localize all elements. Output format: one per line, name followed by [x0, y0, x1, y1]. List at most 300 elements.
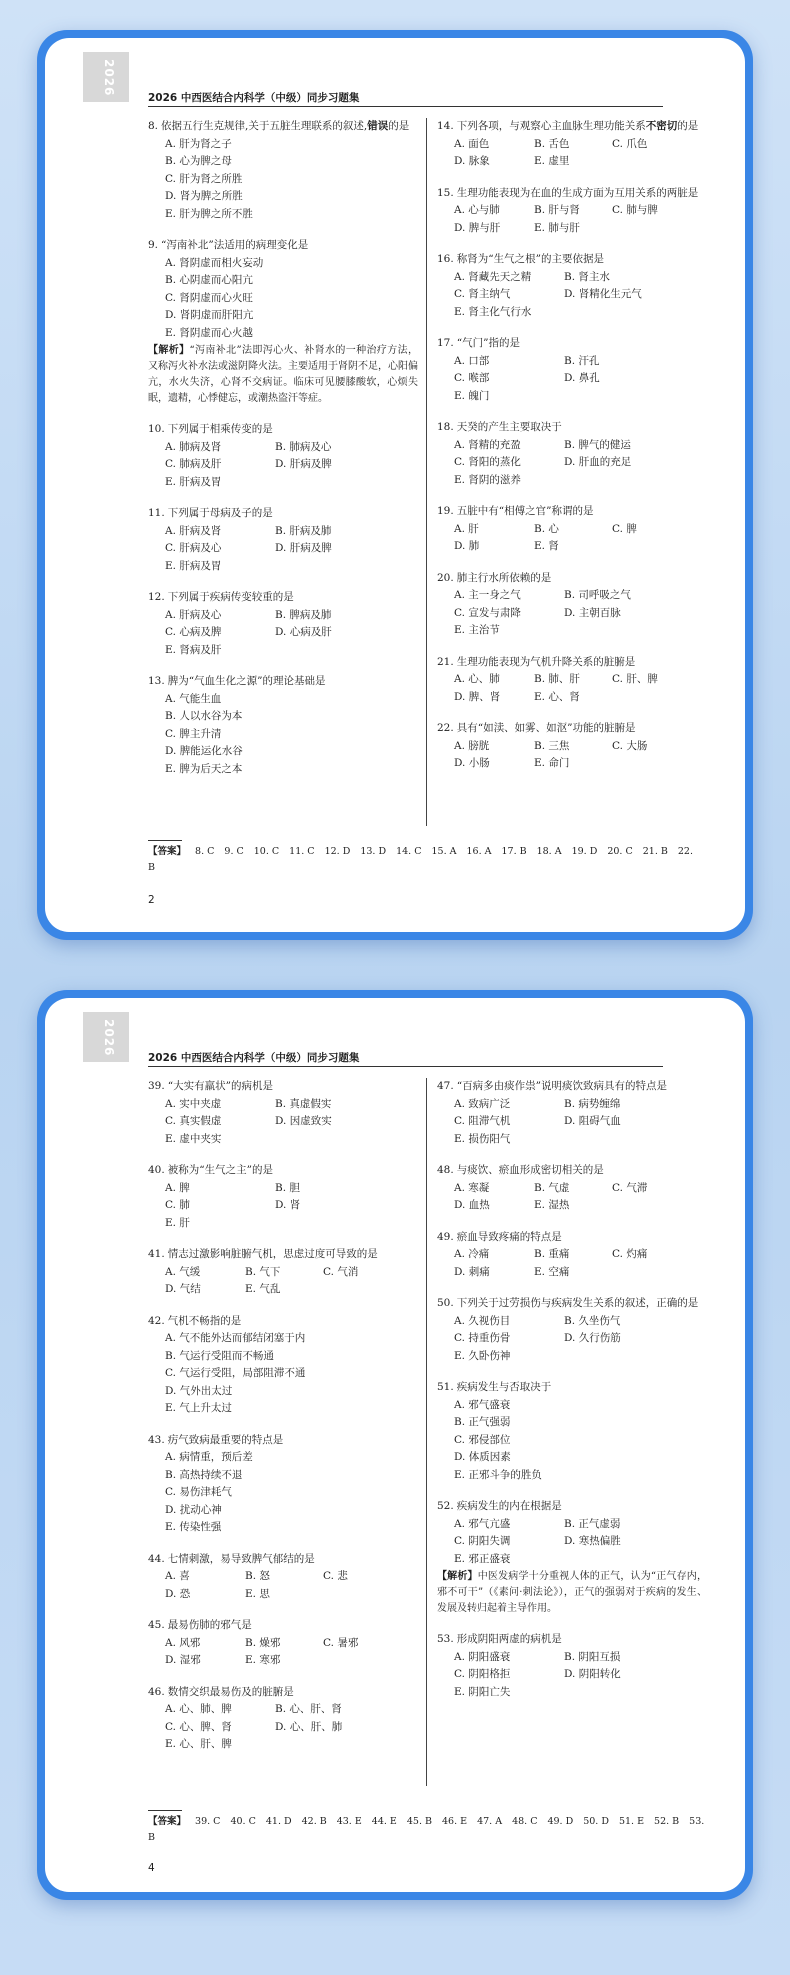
option-item: A. 气不能外达而郁结闭塞于内 [165, 1332, 306, 1344]
answer-item: 52. B [654, 1816, 680, 1827]
option-item: D. 脾能运化水谷 [165, 745, 243, 757]
question-text [437, 570, 707, 588]
option-item: B. 气虚 [534, 1181, 570, 1194]
question-item [437, 1229, 707, 1282]
option-item: C. 悲 [323, 1570, 348, 1582]
column-divider [426, 1078, 427, 1786]
option-item: B. 正气强弱 [454, 1416, 511, 1428]
option-item: B. 肝病及肺 [275, 524, 332, 537]
option-list [437, 1180, 707, 1215]
answer-item: 40. C [230, 1816, 256, 1827]
question-item [437, 419, 707, 489]
question-number: 51. [437, 1381, 454, 1393]
option-item: E. 肾 [534, 540, 559, 552]
option-item: D. 湿邪 [165, 1654, 201, 1666]
answer-item: 45. B [406, 1816, 432, 1827]
question-number: 14. [437, 120, 454, 132]
option-list [437, 1397, 707, 1485]
answer-label: 【答案】 [148, 1816, 187, 1827]
option-item: C. 肺病及肝 [165, 458, 222, 470]
answer-item: 50. D [583, 1816, 609, 1827]
question-item [437, 335, 707, 405]
option-item: C. 易伤津耗气 [165, 1486, 232, 1498]
answer-item: 8. C [195, 846, 215, 857]
option-item: E. 肝 [165, 1216, 190, 1229]
explanation-text: 中医发病学十分重视人体的正气，认为“正气存内，邪不可干”（《素问·刺法论》），正气的强弱对于疾病的发生、发展及转归起着主导作用。 [437, 1571, 707, 1614]
question-emphasis: 错误 [367, 120, 389, 132]
answer-item: 47. A [477, 1816, 503, 1827]
option-item: D. 脾、肾 [454, 690, 501, 703]
option-item: D. 肾 [275, 1199, 301, 1211]
explanation [437, 1569, 707, 1617]
question-number: 43. [148, 1433, 165, 1446]
page-frame-2 [37, 990, 753, 1900]
question-item [437, 185, 707, 238]
option-item: E. 邪正盛衰 [454, 1552, 511, 1565]
answer-item: 49. D [547, 1816, 574, 1827]
question-item [437, 251, 707, 321]
question-stem: 生理功能表现为气机升降关系的脏腑是 [456, 655, 636, 668]
option-item: E. 虚中夹实 [165, 1132, 222, 1145]
explanation-label: 【解析】 [437, 1571, 478, 1582]
option-list [148, 1701, 418, 1754]
question-text [148, 1313, 418, 1331]
question-number: 52. [437, 1500, 454, 1512]
option-item: B. 心 [534, 522, 559, 535]
option-item: B. 肺病及心 [275, 440, 332, 453]
question-text [437, 1379, 707, 1397]
question-item [437, 118, 707, 171]
option-item: C. 阴阳格拒 [454, 1668, 511, 1680]
option-item: D. 体质因素 [454, 1451, 511, 1463]
question-item [437, 1631, 707, 1701]
answer-item: 20. C [607, 846, 633, 857]
question-text [437, 1295, 707, 1313]
answer-item: 48. C [512, 1816, 538, 1827]
option-item: C. 脾主升清 [165, 727, 222, 740]
question-stem: 下列属于母病及子的是 [167, 507, 273, 519]
question-number: 8. [148, 120, 159, 132]
question-number: 20. [437, 571, 454, 584]
option-item: E. 肝病及胃 [165, 475, 222, 488]
question-item [437, 503, 707, 556]
question-stem: 肺主行水所依赖的是 [456, 571, 552, 584]
explanation [148, 343, 418, 407]
option-item: A. 心、肺、脾 [165, 1703, 232, 1715]
question-text [148, 1684, 418, 1702]
option-item: E. 肝病及胃 [165, 559, 222, 572]
question-stem: 下列关于过劳损伤与疾病发生关系的叙述，正确的是 [456, 1297, 699, 1309]
question-text [437, 1498, 707, 1516]
question-item [148, 1162, 418, 1232]
question-item [148, 1617, 418, 1670]
answer-item: 17. B [501, 846, 527, 857]
question-text [437, 419, 707, 437]
year-tab [83, 52, 129, 102]
question-item [148, 1551, 418, 1604]
question-stem: 下列属于相乘传变的是 [167, 423, 273, 435]
question-item [437, 654, 707, 707]
option-item: D. 小肠 [454, 757, 490, 769]
option-list [148, 523, 418, 576]
option-item: A. 喜 [165, 1570, 190, 1582]
option-list [148, 1180, 418, 1233]
answer-list [148, 1816, 704, 1843]
year-tab [83, 1012, 129, 1062]
option-item: A. 面色 [454, 137, 490, 150]
question-item [148, 1313, 418, 1418]
question-number: 48. [437, 1164, 454, 1176]
option-item: B. 高热持续不退 [165, 1468, 243, 1481]
option-item: C. 灼痛 [612, 1248, 648, 1260]
question-item [437, 1162, 707, 1215]
question-number: 39. [148, 1080, 165, 1092]
option-item: A. 久视伤目 [454, 1314, 511, 1327]
explanation-text: “泻南补北”法即泻心火、补肾水的一种治疗方法，又称泻火补水法或滋阴降火法。主要适用于肾阴不足，心阳偏亢，水火失济，心肾不交病证。临床可见腰膝酸软，心烦失眠，遗精，心悸健忘，或潮热盗汗等症。 [148, 345, 419, 404]
question-stem: “大实有羸状”的病机是 [167, 1080, 273, 1092]
option-list [148, 1096, 418, 1149]
question-item [148, 589, 418, 659]
question-number: 41. [148, 1248, 165, 1260]
question-number: 46. [148, 1685, 165, 1698]
answer-item: 9. C [224, 846, 244, 857]
option-item: B. 燥邪 [245, 1636, 281, 1649]
option-item: B. 人以水谷为本 [165, 710, 243, 722]
question-stem-tail: 的是 [677, 120, 699, 132]
option-list [437, 1096, 707, 1149]
question-text [437, 720, 707, 738]
option-item: A. 肝为肾之子 [165, 137, 232, 150]
option-item: C. 大肠 [612, 739, 648, 752]
question-number: 13. [148, 675, 165, 687]
option-item: D. 肝病及脾 [275, 542, 332, 554]
option-item: E. 寒邪 [245, 1654, 281, 1666]
option-item: B. 脾气的健运 [564, 438, 631, 451]
option-list [437, 437, 707, 490]
option-item: A. 实中夹虚 [165, 1097, 222, 1110]
answer-block [148, 844, 708, 876]
question-text [437, 118, 707, 136]
page-number: 2 [148, 894, 155, 906]
option-list [437, 1246, 707, 1281]
option-item: A. 冷痛 [454, 1248, 490, 1260]
question-stem: 最易伤肺的邪气是 [167, 1619, 252, 1631]
option-item: E. 肺与肝 [534, 221, 580, 234]
option-list [148, 439, 418, 492]
option-item: D. 因虚致实 [275, 1115, 332, 1127]
option-item: D. 脾与肝 [454, 221, 501, 234]
option-item: B. 气下 [245, 1265, 281, 1278]
question-item [148, 237, 418, 407]
question-stem: “百病多由痰作祟”说明痰饮致病具有的特点是 [456, 1080, 667, 1092]
option-item: B. 肝与肾 [534, 204, 580, 216]
option-item: E. 魄门 [454, 389, 490, 402]
option-item: B. 真虚假实 [275, 1097, 332, 1110]
option-item: C. 肾阳的蒸化 [454, 456, 521, 468]
option-item: B. 脾病及肺 [275, 608, 332, 621]
question-number: 42. [148, 1314, 165, 1327]
option-item: E. 传染性强 [165, 1521, 222, 1533]
question-number: 50. [437, 1297, 454, 1309]
option-list [437, 587, 707, 640]
option-item: A. 肝 [454, 522, 479, 535]
option-item: C. 爪色 [612, 137, 648, 150]
option-item: A. 肾阴虚而相火妄动 [165, 256, 264, 269]
option-item: A. 脾 [165, 1181, 190, 1194]
question-number: 49. [437, 1230, 454, 1243]
option-list [437, 353, 707, 406]
option-item: A. 病情重，预后差 [165, 1451, 253, 1463]
answer-item: 11. C [289, 846, 315, 857]
option-item: C. 脾 [612, 522, 637, 535]
left-column [148, 1078, 418, 1768]
option-item: E. 气乱 [245, 1283, 281, 1295]
option-list [148, 1568, 418, 1603]
option-item: C. 气滞 [612, 1181, 648, 1194]
option-list [437, 1516, 707, 1569]
option-list [148, 1449, 418, 1537]
question-text [437, 1229, 707, 1247]
option-item: A. 口部 [454, 354, 490, 367]
option-item: B. 肺、肝 [534, 673, 580, 685]
question-text [148, 505, 418, 523]
answer-item: 53. B [148, 1816, 705, 1843]
answer-item: 42. B [301, 1816, 327, 1827]
option-item: C. 肺 [165, 1199, 190, 1211]
option-list [437, 202, 707, 237]
option-item: D. 阴阳转化 [564, 1668, 621, 1680]
answer-list [148, 846, 693, 873]
question-stem: 下列各项，与观察心主血脉生理功能关系 [456, 120, 646, 132]
right-column [437, 118, 707, 787]
option-item: B. 心阴虚而心阳亢 [165, 274, 253, 286]
option-item: A. 肾精的充盈 [454, 438, 521, 451]
option-list [148, 136, 418, 224]
question-stem: 称肾为“生气之根”的主要依据是 [456, 253, 604, 265]
question-stem: 瘀血导致疼痛的特点是 [456, 1230, 562, 1243]
option-item: E. 肾主化气行水 [454, 305, 532, 318]
option-item: D. 肝病及脾 [275, 458, 332, 470]
option-item: B. 心、肝、肾 [275, 1703, 342, 1715]
option-item: E. 脾为后天之本 [165, 762, 243, 775]
question-stem: 情志过激影响脏腑气机，思虑过度可导致的是 [167, 1248, 378, 1260]
question-stem: 依据五行生克规律,关于五脏生理联系的叙述, [161, 120, 368, 132]
question-item [437, 1295, 707, 1365]
option-item: D. 恐 [165, 1587, 191, 1600]
option-item: E. 思 [245, 1587, 270, 1600]
option-item: A. 邪气盛衰 [454, 1398, 511, 1411]
option-item: A. 气能生血 [165, 692, 222, 705]
question-stem: “气门”指的是 [456, 337, 520, 349]
option-item: B. 重痛 [534, 1248, 570, 1260]
question-text [437, 654, 707, 672]
question-stem: 具有“如渎、如雾、如沤”功能的脏腑是 [456, 722, 636, 734]
option-item: A. 寒凝 [454, 1181, 490, 1194]
option-item: D. 扰动心神 [165, 1503, 222, 1516]
question-text [148, 1246, 418, 1264]
question-text [437, 1631, 707, 1649]
option-item: A. 致病广泛 [454, 1097, 511, 1110]
answer-block [148, 1814, 708, 1846]
option-list [148, 1635, 418, 1670]
option-item: D. 肺 [454, 540, 480, 552]
option-list [148, 255, 418, 343]
document-page-2 [45, 998, 745, 1892]
option-item: A. 风邪 [165, 1636, 201, 1649]
answer-item: 19. D [571, 846, 598, 857]
question-text [148, 1078, 418, 1096]
option-list [148, 607, 418, 660]
question-stem: 下列属于疾病传变较重的是 [167, 591, 294, 603]
option-item: C. 阴阳失调 [454, 1535, 511, 1547]
option-item: D. 刺痛 [454, 1265, 490, 1278]
column-divider [426, 118, 427, 826]
option-item: E. 阴阳亡失 [454, 1685, 511, 1698]
question-text [148, 673, 418, 691]
option-item: D. 心、肝、肺 [275, 1720, 343, 1733]
answer-item: 21. B [642, 846, 668, 857]
answer-item: 44. E [371, 1816, 397, 1827]
option-item: A. 主一身之气 [454, 589, 521, 601]
option-item: E. 损伤阳气 [454, 1132, 511, 1145]
option-item: B. 正气虚弱 [564, 1517, 621, 1530]
option-list [437, 1649, 707, 1702]
option-item: C. 气运行受阻，局部阻滞不通 [165, 1367, 306, 1379]
answer-item: 15. A [431, 846, 457, 857]
option-item: D. 肝血的充足 [564, 456, 632, 468]
option-item: C. 暑邪 [323, 1636, 359, 1649]
option-item: D. 肾阴虚而肝阳亢 [165, 309, 254, 321]
question-number: 17. [437, 337, 454, 349]
book-title: 2026 中西医结合内科学（中级）同步习题集 [148, 92, 360, 104]
question-stem: 疠气致病最重要的特点是 [167, 1433, 284, 1446]
option-item: C. 邪侵部位 [454, 1433, 511, 1446]
option-item: A. 心与肺 [454, 204, 500, 216]
option-list [437, 136, 707, 171]
option-item: B. 心为脾之母 [165, 155, 232, 167]
question-stem: 疾病发生的内在根据是 [456, 1500, 562, 1512]
question-item [437, 570, 707, 640]
option-item: C. 心病及脾 [165, 626, 222, 638]
question-stem: 数情交织最易伤及的脏腑是 [167, 1685, 294, 1698]
answer-item: 51. E [618, 1816, 645, 1827]
answer-item: 18. A [536, 846, 562, 857]
question-item [437, 1498, 707, 1617]
option-item: C. 喉部 [454, 372, 490, 384]
question-text [148, 1551, 418, 1569]
answer-item: 22. B [148, 846, 693, 873]
option-item: B. 汗孔 [564, 354, 600, 367]
header-rule [148, 1066, 663, 1067]
question-item [437, 720, 707, 773]
year-label: 2026 [102, 1019, 116, 1057]
option-item: E. 气上升太过 [165, 1402, 232, 1414]
question-number: 40. [148, 1164, 165, 1176]
question-text [437, 185, 707, 203]
question-item [148, 118, 418, 223]
option-item: D. 寒热偏胜 [564, 1535, 621, 1547]
right-column [437, 1078, 707, 1715]
option-list [437, 671, 707, 706]
year-label: 2026 [102, 59, 116, 97]
question-text [148, 1162, 418, 1180]
book-title: 2026 中西医结合内科学（中级）同步习题集 [148, 1052, 360, 1064]
question-text [437, 503, 707, 521]
option-item: E. 心、肾 [534, 690, 580, 703]
option-item: E. 肝为脾之所不胜 [165, 207, 253, 220]
answer-rule [148, 1810, 182, 1811]
option-item: C. 肝病及心 [165, 542, 222, 554]
explanation-label: 【解析】 [148, 345, 190, 356]
option-item: D. 气外出太过 [165, 1384, 233, 1397]
page-number: 4 [148, 1862, 155, 1874]
option-item: B. 阴阳互损 [564, 1650, 621, 1663]
question-number: 15. [437, 186, 454, 199]
answer-item: 13. D [360, 846, 387, 857]
option-item: C. 肾主纳气 [454, 288, 511, 300]
option-item: D. 脉象 [454, 155, 490, 167]
question-item [148, 1684, 418, 1754]
option-item: E. 肾阴的滋养 [454, 473, 521, 486]
option-item: A. 肝病及心 [165, 608, 222, 621]
option-item: D. 久行伤筋 [564, 1332, 621, 1344]
answer-item: 10. C [253, 846, 280, 857]
question-number: 19. [437, 505, 454, 517]
answer-item: 14. C [396, 846, 422, 857]
question-number: 44. [148, 1552, 165, 1565]
left-column [148, 118, 418, 792]
option-list [148, 1330, 418, 1418]
answer-item: 46. E [441, 1816, 468, 1827]
question-stem: 七情刺激，易导致脾气郁结的是 [167, 1552, 315, 1565]
option-item: D. 心病及肝 [275, 626, 332, 638]
question-number: 9. [148, 239, 159, 251]
option-item: A. 心、肺 [454, 673, 500, 685]
question-item [148, 1078, 418, 1148]
question-stem: 脾为“气血生化之源”的理论基础是 [167, 675, 326, 687]
option-item: E. 心、肝、脾 [165, 1738, 232, 1750]
question-item [437, 1078, 707, 1148]
question-number: 45. [148, 1619, 165, 1631]
answer-item: 16. A [466, 846, 492, 857]
option-item: B. 舌色 [534, 137, 570, 150]
option-item: A. 肾藏先天之精 [454, 270, 532, 283]
option-item: D. 气结 [165, 1283, 201, 1295]
question-stem: 生理功能表现为在血的生成方面为互用关系的两脏是 [456, 186, 699, 199]
question-text [148, 421, 418, 439]
question-stem: 被称为“生气之主”的是 [167, 1164, 273, 1176]
option-item: C. 持重伤骨 [454, 1332, 511, 1344]
option-item: D. 鼻孔 [564, 372, 600, 384]
option-item: C. 心、脾、肾 [165, 1720, 232, 1733]
question-number: 18. [437, 421, 454, 433]
option-item: D. 肾精化生元气 [564, 288, 642, 300]
option-item: A. 邪气亢盛 [454, 1517, 511, 1530]
option-item: E. 肾阴虚而心火越 [165, 326, 253, 339]
option-item: A. 阴阳盛衰 [454, 1650, 511, 1663]
question-item [148, 1246, 418, 1299]
option-item: B. 怒 [245, 1570, 270, 1582]
question-text [148, 1617, 418, 1635]
option-item: B. 久坐伤气 [564, 1314, 621, 1327]
answer-item: 12. D [324, 846, 351, 857]
question-text [148, 589, 418, 607]
question-emphasis: 不密切 [645, 120, 678, 132]
answer-rule [148, 840, 182, 841]
option-item: E. 虚里 [534, 155, 570, 167]
option-item: E. 空痛 [534, 1265, 570, 1278]
option-list [148, 691, 418, 779]
